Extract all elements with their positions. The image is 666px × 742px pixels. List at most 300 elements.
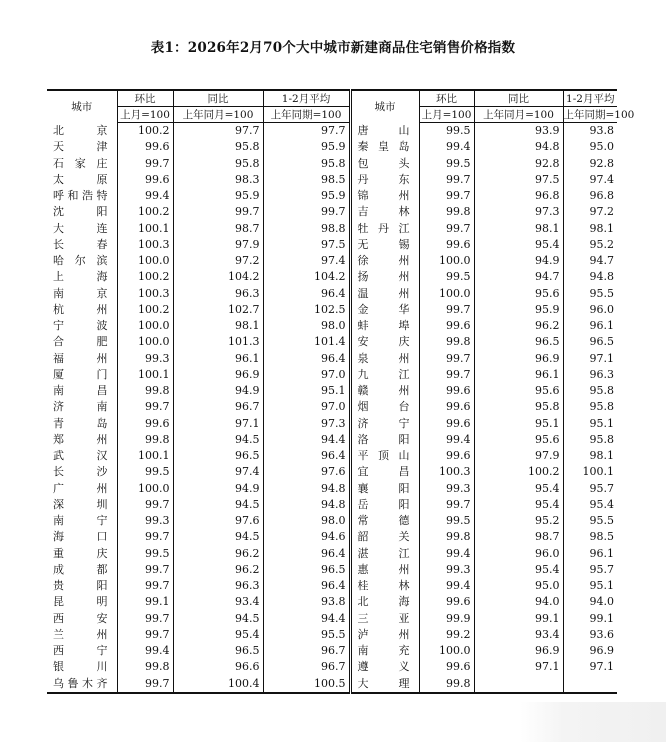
cell-mom-right: 99.8 xyxy=(419,204,474,220)
cell-ytd-right: 97.2 xyxy=(563,204,617,220)
city-name: 无锡 xyxy=(357,237,410,251)
cell-ytd-left: 94.4 xyxy=(263,432,350,448)
table-row xyxy=(47,286,617,302)
cell-mom-right: 99.3 xyxy=(419,481,474,497)
cell-ytd-left: 97.6 xyxy=(263,464,350,480)
city-name: 西安 xyxy=(53,611,108,625)
cell-city-left xyxy=(47,627,117,643)
cell-mom-right: 99.4 xyxy=(419,578,474,594)
cell-yoy-right: 93.4 xyxy=(474,627,563,643)
cell-ytd-left: 97.0 xyxy=(263,367,350,383)
table-row xyxy=(47,448,617,464)
cell-yoy-left: 98.7 xyxy=(173,221,263,237)
cell-yoy-right: 95.4 xyxy=(474,497,563,513)
table-title: 表1：2026年2月70个大中城市新建商品住宅销售价格指数 xyxy=(150,40,516,56)
cell-ytd-left: 95.9 xyxy=(263,188,350,204)
table-row xyxy=(47,123,617,140)
cell-city-left xyxy=(47,334,117,350)
cell-yoy-left: 94.5 xyxy=(173,611,263,627)
cell-yoy-right: 95.6 xyxy=(474,286,563,302)
cell-city-right xyxy=(350,286,419,302)
cell-city-right xyxy=(350,513,419,529)
cell-city-left xyxy=(47,562,117,578)
cell-ytd-left: 96.4 xyxy=(263,351,350,367)
cell-yoy-left: 97.9 xyxy=(173,237,263,253)
cell-ytd-right: 97.1 xyxy=(563,351,617,367)
cell-city-left xyxy=(47,676,117,693)
cell-city-left xyxy=(47,204,117,220)
cell-mom-right: 99.6 xyxy=(419,594,474,610)
city-name: 兰州 xyxy=(53,627,108,641)
header-mom-right: 环比 xyxy=(419,90,474,107)
cell-yoy-left: 98.1 xyxy=(173,318,263,334)
cell-yoy-right: 96.1 xyxy=(474,367,563,383)
cell-mom-left: 100.0 xyxy=(117,334,173,350)
cell-yoy-right: 94.0 xyxy=(474,594,563,610)
cell-city-left xyxy=(47,611,117,627)
cell-city-right xyxy=(350,318,419,334)
cell-ytd-right: 94.0 xyxy=(563,594,617,610)
cell-mom-left: 99.4 xyxy=(117,643,173,659)
cell-mom-left: 99.3 xyxy=(117,513,173,529)
cell-ytd-left: 96.5 xyxy=(263,562,350,578)
cell-mom-left: 100.1 xyxy=(117,221,173,237)
city-name: 锦州 xyxy=(357,189,410,203)
cell-mom-left: 100.0 xyxy=(117,481,173,497)
cell-mom-left: 99.7 xyxy=(117,399,173,415)
cell-yoy-left: 98.3 xyxy=(173,172,263,188)
cell-city-left xyxy=(47,481,117,497)
city-name: 遵义 xyxy=(357,660,410,674)
cell-yoy-right: 92.8 xyxy=(474,156,563,172)
cell-city-right xyxy=(350,237,419,253)
city-name: 厦门 xyxy=(53,367,108,381)
cell-mom-left: 100.3 xyxy=(117,237,173,253)
table-row xyxy=(47,188,617,204)
header-yoy-base-left: 上年同月=100 xyxy=(173,107,263,123)
cell-mom-right: 99.3 xyxy=(419,562,474,578)
cell-ytd-left: 104.2 xyxy=(263,269,350,285)
cell-yoy-right: 95.4 xyxy=(474,562,563,578)
cell-mom-right: 99.8 xyxy=(419,676,474,693)
cell-city-right xyxy=(350,204,419,220)
cell-city-left xyxy=(47,269,117,285)
cell-city-left xyxy=(47,529,117,545)
cell-yoy-left: 99.7 xyxy=(173,204,263,220)
cell-city-left xyxy=(47,546,117,562)
cell-mom-right: 99.5 xyxy=(419,269,474,285)
table-row xyxy=(47,594,617,610)
city-name: 扬州 xyxy=(357,270,410,284)
cell-ytd-left: 98.8 xyxy=(263,221,350,237)
cell-ytd-left: 99.7 xyxy=(263,204,350,220)
cell-ytd-right: 95.5 xyxy=(563,286,617,302)
cell-ytd-right: 100.1 xyxy=(563,464,617,480)
cell-mom-left: 99.7 xyxy=(117,529,173,545)
cell-yoy-left: 96.5 xyxy=(173,643,263,659)
cell-mom-right: 99.7 xyxy=(419,367,474,383)
city-name: 杭州 xyxy=(53,302,108,316)
cell-yoy-right: 97.1 xyxy=(474,659,563,675)
cell-ytd-left: 97.0 xyxy=(263,399,350,415)
cell-city-right xyxy=(350,659,419,675)
city-name: 福州 xyxy=(53,351,108,365)
city-name: 广州 xyxy=(53,481,108,495)
table-row xyxy=(47,513,617,529)
cell-city-right xyxy=(350,416,419,432)
cell-mom-left: 99.5 xyxy=(117,464,173,480)
cell-mom-right: 100.3 xyxy=(419,464,474,480)
cell-yoy-left: 97.4 xyxy=(173,464,263,480)
header-ytd-base-right: 上年同期=100 xyxy=(563,108,635,121)
cell-mom-left: 99.8 xyxy=(117,432,173,448)
cell-ytd-right: 96.5 xyxy=(563,334,617,350)
cell-ytd-left: 95.8 xyxy=(263,156,350,172)
cell-city-left xyxy=(47,659,117,675)
cell-yoy-left: 96.2 xyxy=(173,562,263,578)
cell-yoy-right: 97.5 xyxy=(474,172,563,188)
cell-yoy-left: 96.1 xyxy=(173,351,263,367)
cell-ytd-right: 95.8 xyxy=(563,432,617,448)
cell-mom-right: 99.6 xyxy=(419,448,474,464)
cell-city-right xyxy=(350,123,419,140)
cell-ytd-left: 96.4 xyxy=(263,546,350,562)
city-name: 湛江 xyxy=(357,546,410,560)
cell-mom-right: 99.4 xyxy=(419,139,474,155)
cell-yoy-right: 99.1 xyxy=(474,611,563,627)
cell-city-right xyxy=(350,351,419,367)
watermark-blur xyxy=(520,702,666,742)
cell-city-right xyxy=(350,676,419,693)
cell-yoy-left: 94.5 xyxy=(173,529,263,545)
cell-mom-left: 99.7 xyxy=(117,156,173,172)
cell-ytd-right: 97.4 xyxy=(563,172,617,188)
city-name: 济宁 xyxy=(357,416,410,430)
table-row xyxy=(47,269,617,285)
cell-yoy-right: 93.9 xyxy=(474,123,563,140)
cell-ytd-right: 94.7 xyxy=(563,253,617,269)
cell-mom-right: 100.0 xyxy=(419,286,474,302)
cell-mom-right: 99.8 xyxy=(419,529,474,545)
cell-city-left xyxy=(47,221,117,237)
cell-ytd-right: 95.8 xyxy=(563,399,617,415)
cell-yoy-left: 97.6 xyxy=(173,513,263,529)
city-name: 成都 xyxy=(53,562,108,576)
cell-yoy-right: 95.2 xyxy=(474,513,563,529)
city-name: 泉州 xyxy=(357,351,410,365)
cell-mom-left: 99.7 xyxy=(117,497,173,513)
cell-yoy-left: 104.2 xyxy=(173,269,263,285)
cell-yoy-left: 94.9 xyxy=(173,481,263,497)
cell-mom-right: 99.4 xyxy=(419,432,474,448)
cell-ytd-right: 95.2 xyxy=(563,237,617,253)
cell-mom-right: 99.7 xyxy=(419,351,474,367)
cell-city-left xyxy=(47,383,117,399)
city-name: 徐州 xyxy=(357,254,410,268)
city-name: 襄阳 xyxy=(357,481,410,495)
cell-mom-left: 100.2 xyxy=(117,302,173,318)
cell-ytd-right: 95.1 xyxy=(563,416,617,432)
city-name: 沈阳 xyxy=(53,205,108,219)
cell-ytd-right: 95.5 xyxy=(563,513,617,529)
cell-ytd-right: 96.8 xyxy=(563,188,617,204)
cell-city-right xyxy=(350,611,419,627)
table-row xyxy=(47,318,617,334)
table-row xyxy=(47,578,617,594)
cell-ytd-left: 96.7 xyxy=(263,643,350,659)
cell-ytd-left: 96.7 xyxy=(263,659,350,675)
table-row xyxy=(47,611,617,627)
table-row xyxy=(47,237,617,253)
cell-ytd-left: 98.0 xyxy=(263,318,350,334)
cell-yoy-left: 96.6 xyxy=(173,659,263,675)
city-name: 宜昌 xyxy=(357,465,410,479)
cell-city-left xyxy=(47,464,117,480)
cell-ytd-left: 94.8 xyxy=(263,497,350,513)
cell-city-left xyxy=(47,578,117,594)
cell-mom-right: 99.7 xyxy=(419,302,474,318)
city-name: 九江 xyxy=(357,367,410,381)
cell-ytd-left: 97.5 xyxy=(263,237,350,253)
cell-yoy-left: 97.1 xyxy=(173,416,263,432)
city-name: 包头 xyxy=(357,156,410,170)
cell-yoy-right: 94.8 xyxy=(474,139,563,155)
table-row xyxy=(47,204,617,220)
city-name: 安庆 xyxy=(357,335,410,349)
cell-city-left xyxy=(47,594,117,610)
cell-city-right xyxy=(350,221,419,237)
header-ytd-base-left: 上年同期=100 xyxy=(263,107,350,123)
cell-city-right xyxy=(350,627,419,643)
city-name: 常德 xyxy=(357,514,410,528)
city-name: 深圳 xyxy=(53,497,108,511)
cell-yoy-right: 96.2 xyxy=(474,318,563,334)
cell-mom-left: 99.4 xyxy=(117,188,173,204)
cell-mom-right: 100.0 xyxy=(419,643,474,659)
cell-ytd-left: 97.4 xyxy=(263,253,350,269)
cell-mom-right: 99.7 xyxy=(419,497,474,513)
cell-yoy-right: 100.2 xyxy=(474,464,563,480)
cell-ytd-right: 95.7 xyxy=(563,481,617,497)
cell-city-left xyxy=(47,416,117,432)
cell-ytd-right: 96.1 xyxy=(563,546,617,562)
table-row xyxy=(47,432,617,448)
cell-mom-left: 99.8 xyxy=(117,383,173,399)
cell-yoy-left: 93.4 xyxy=(173,594,263,610)
cell-ytd-left: 95.9 xyxy=(263,139,350,155)
table-row xyxy=(47,464,617,480)
cell-ytd-left: 96.4 xyxy=(263,286,350,302)
table-row xyxy=(47,627,617,643)
cell-mom-right: 99.6 xyxy=(419,416,474,432)
cell-mom-right: 99.6 xyxy=(419,237,474,253)
city-name: 岳阳 xyxy=(357,497,410,511)
cell-mom-left: 99.7 xyxy=(117,627,173,643)
cell-mom-right: 99.5 xyxy=(419,156,474,172)
city-name: 牡丹江 xyxy=(357,221,410,235)
city-name: 桂林 xyxy=(357,579,410,593)
cell-city-left xyxy=(47,448,117,464)
table-row xyxy=(47,529,617,545)
city-name: 上海 xyxy=(53,270,108,284)
header-yoy-base-right: 上年同月=100 xyxy=(474,107,563,123)
cell-mom-right: 99.8 xyxy=(419,334,474,350)
city-name: 西宁 xyxy=(53,644,108,658)
cell-yoy-right xyxy=(474,676,563,693)
cell-city-right xyxy=(350,367,419,383)
cell-ytd-right: 95.1 xyxy=(563,578,617,594)
table-row xyxy=(47,253,617,269)
cell-mom-left: 99.6 xyxy=(117,172,173,188)
cell-yoy-left: 100.4 xyxy=(173,676,263,693)
city-name: 丹东 xyxy=(357,172,410,186)
city-name: 长沙 xyxy=(53,465,108,479)
city-name: 宁波 xyxy=(53,319,108,333)
city-name: 呼和浩特 xyxy=(53,189,108,203)
cell-city-right xyxy=(350,188,419,204)
header-city-left: 城市 xyxy=(47,90,117,123)
cell-mom-left: 99.7 xyxy=(117,562,173,578)
cell-mom-left: 100.0 xyxy=(117,318,173,334)
city-name: 合肥 xyxy=(53,335,108,349)
city-name: 吉林 xyxy=(357,205,410,219)
city-name: 南宁 xyxy=(53,514,108,528)
cell-yoy-left: 95.8 xyxy=(173,156,263,172)
cell-ytd-left: 102.5 xyxy=(263,302,350,318)
cell-yoy-left: 96.3 xyxy=(173,578,263,594)
cell-city-left xyxy=(47,432,117,448)
table-row xyxy=(47,399,617,415)
cell-ytd-right: 99.1 xyxy=(563,611,617,627)
cell-ytd-right: 92.8 xyxy=(563,156,617,172)
cell-mom-right: 99.5 xyxy=(419,513,474,529)
cell-ytd-right: 95.8 xyxy=(563,383,617,399)
cell-ytd-right: 95.7 xyxy=(563,562,617,578)
cell-city-left xyxy=(47,351,117,367)
cell-city-right xyxy=(350,269,419,285)
city-name: 金华 xyxy=(357,302,410,316)
cell-yoy-right: 97.3 xyxy=(474,204,563,220)
table-row xyxy=(47,659,617,675)
cell-mom-left: 100.2 xyxy=(117,269,173,285)
cell-city-right xyxy=(350,253,419,269)
cell-yoy-right: 95.1 xyxy=(474,416,563,432)
cell-yoy-right: 96.9 xyxy=(474,643,563,659)
cell-mom-right: 99.7 xyxy=(419,172,474,188)
table-row xyxy=(47,546,617,562)
city-name: 烟台 xyxy=(357,400,410,414)
cell-city-right xyxy=(350,334,419,350)
cell-yoy-right: 98.1 xyxy=(474,221,563,237)
cell-mom-left: 100.0 xyxy=(117,253,173,269)
city-name: 石家庄 xyxy=(53,156,108,170)
cell-yoy-left: 101.3 xyxy=(173,334,263,350)
header-yoy-right: 同比 xyxy=(474,90,563,107)
cell-yoy-right: 95.4 xyxy=(474,237,563,253)
cell-yoy-left: 94.9 xyxy=(173,383,263,399)
cell-mom-right: 100.0 xyxy=(419,253,474,269)
cell-yoy-right: 96.8 xyxy=(474,188,563,204)
cell-city-right xyxy=(350,156,419,172)
city-name: 平顶山 xyxy=(357,449,410,463)
city-name: 秦皇岛 xyxy=(357,140,410,154)
table-row xyxy=(47,221,617,237)
cell-yoy-left: 96.2 xyxy=(173,546,263,562)
cell-ytd-right: 98.1 xyxy=(563,221,617,237)
cell-yoy-left: 95.9 xyxy=(173,188,263,204)
cell-city-left xyxy=(47,318,117,334)
cell-yoy-right: 94.7 xyxy=(474,269,563,285)
city-name: 济南 xyxy=(53,400,108,414)
cell-yoy-left: 96.9 xyxy=(173,367,263,383)
cell-mom-left: 99.5 xyxy=(117,546,173,562)
cell-yoy-left: 95.4 xyxy=(173,627,263,643)
cell-city-left xyxy=(47,172,117,188)
city-name: 南京 xyxy=(53,286,108,300)
city-name: 武汉 xyxy=(53,449,108,463)
cell-mom-right: 99.6 xyxy=(419,318,474,334)
cell-yoy-right: 95.4 xyxy=(474,481,563,497)
cell-city-left xyxy=(47,513,117,529)
cell-city-left xyxy=(47,497,117,513)
cell-ytd-right: 96.9 xyxy=(563,643,617,659)
cell-yoy-left: 96.5 xyxy=(173,448,263,464)
cell-city-right xyxy=(350,497,419,513)
cell-ytd-left: 98.5 xyxy=(263,172,350,188)
cell-mom-left: 99.1 xyxy=(117,594,173,610)
cell-mom-right: 99.2 xyxy=(419,627,474,643)
cell-city-left xyxy=(47,367,117,383)
cell-ytd-right: 98.5 xyxy=(563,529,617,545)
city-name: 韶关 xyxy=(357,530,410,544)
cell-yoy-left: 96.3 xyxy=(173,286,263,302)
header-yoy-left: 同比 xyxy=(173,90,263,107)
cell-mom-left: 100.3 xyxy=(117,286,173,302)
city-name: 长春 xyxy=(53,237,108,251)
cell-yoy-right: 98.7 xyxy=(474,529,563,545)
cell-ytd-right: 96.0 xyxy=(563,302,617,318)
cell-mom-right: 99.7 xyxy=(419,221,474,237)
cell-city-right xyxy=(350,432,419,448)
cell-city-right xyxy=(350,546,419,562)
cell-mom-left: 99.6 xyxy=(117,416,173,432)
city-name: 惠州 xyxy=(357,562,410,576)
header-mom-left: 环比 xyxy=(117,90,173,107)
cell-city-left xyxy=(47,237,117,253)
table-row xyxy=(47,416,617,432)
city-name: 大连 xyxy=(53,221,108,235)
cell-ytd-left: 98.0 xyxy=(263,513,350,529)
city-name: 温州 xyxy=(357,286,410,300)
cell-ytd-right: 96.3 xyxy=(563,367,617,383)
cell-yoy-left: 97.2 xyxy=(173,253,263,269)
cell-city-right xyxy=(350,399,419,415)
city-name: 北海 xyxy=(357,595,410,609)
table-body xyxy=(47,123,617,693)
cell-ytd-right: 95.4 xyxy=(563,497,617,513)
cell-city-left xyxy=(47,302,117,318)
cell-mom-left: 99.6 xyxy=(117,139,173,155)
cell-ytd-left: 101.4 xyxy=(263,334,350,350)
table-row xyxy=(47,334,617,350)
header-city-right: 城市 xyxy=(350,90,419,123)
city-name: 青岛 xyxy=(53,416,108,430)
cell-ytd-left: 94.8 xyxy=(263,481,350,497)
cell-ytd-left: 96.4 xyxy=(263,448,350,464)
table-row xyxy=(47,367,617,383)
cell-yoy-left: 102.7 xyxy=(173,302,263,318)
cell-ytd-right: 97.1 xyxy=(563,659,617,675)
